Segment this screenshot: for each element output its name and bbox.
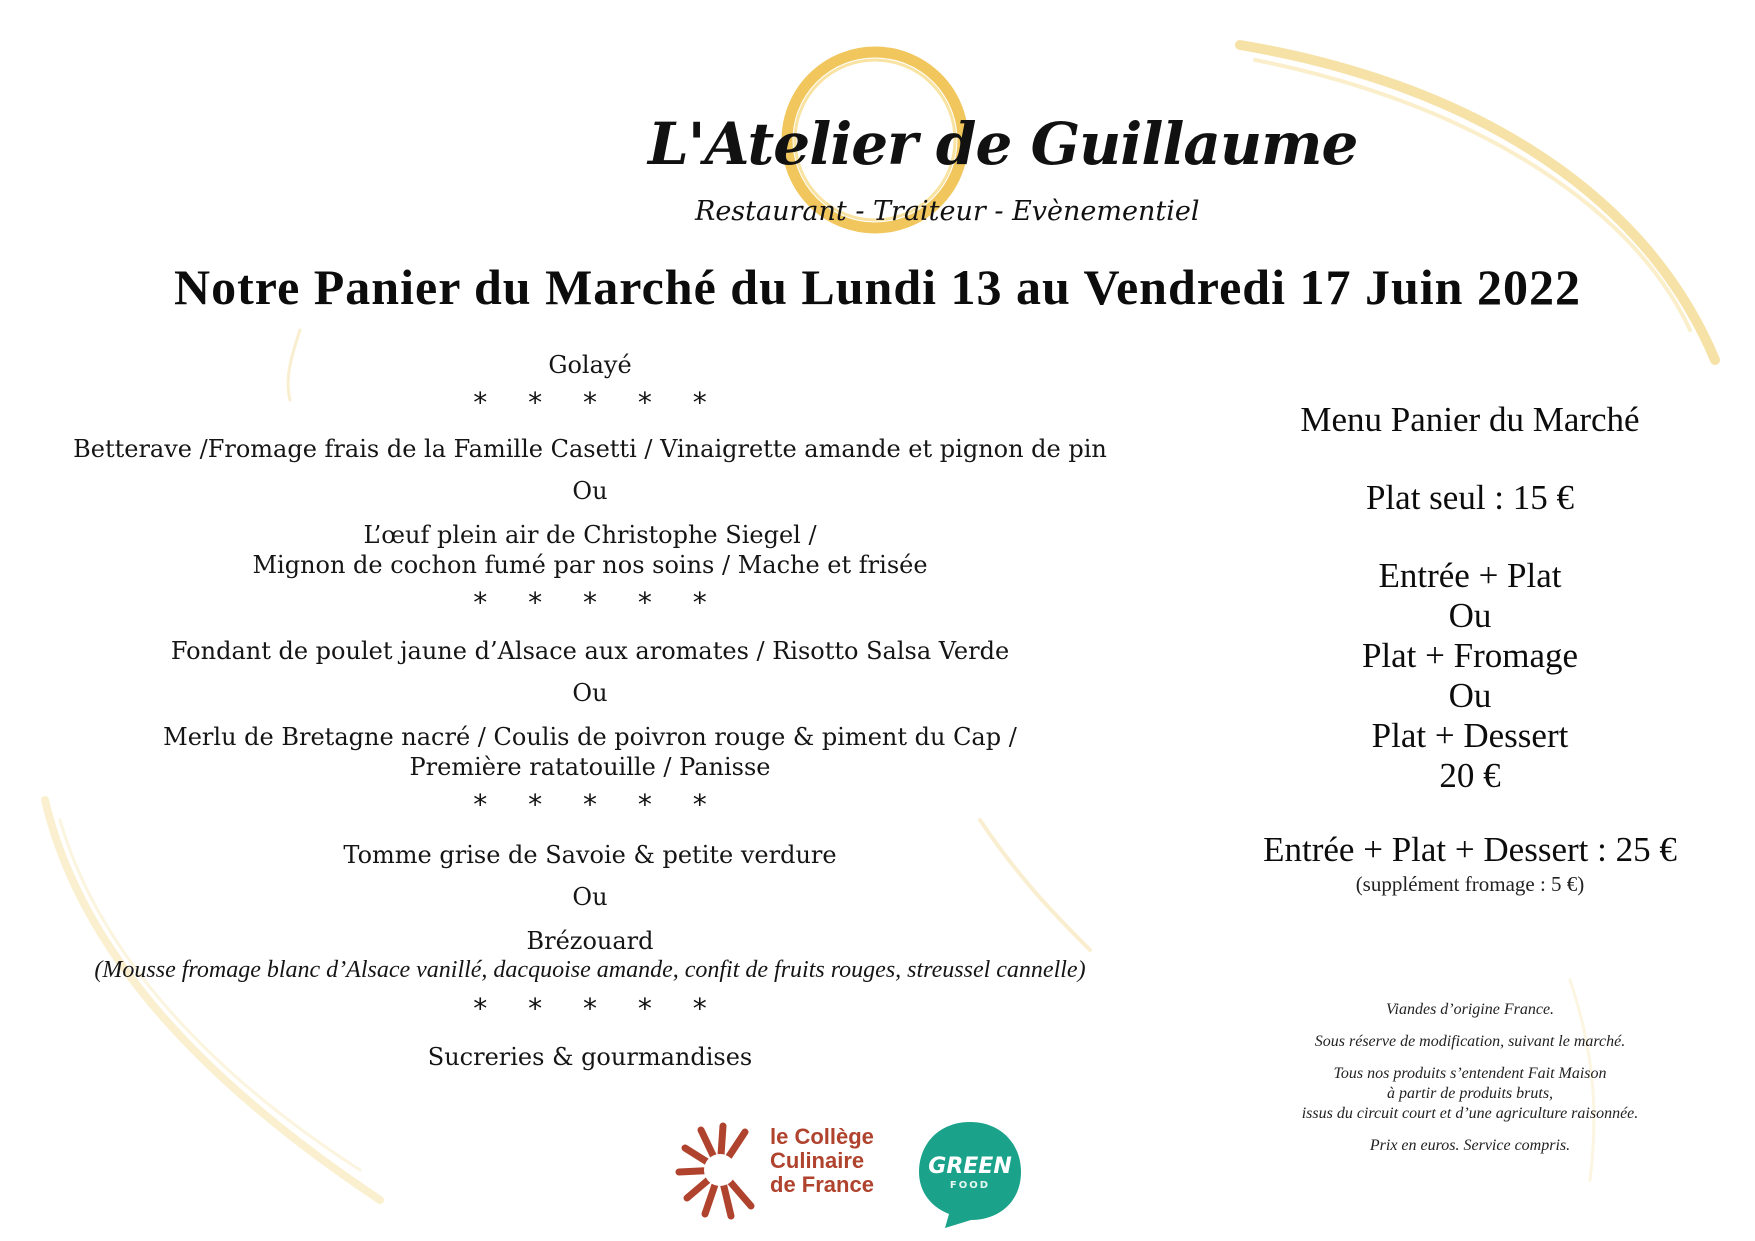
logo-wordmark: L'Atelier de Guillaume <box>648 110 1358 178</box>
cheese: Tomme grise de Savoie & petite verdure <box>343 841 837 869</box>
college-text-3: de France <box>770 1172 874 1197</box>
page-title: Notre Panier du Marché du Lundi 13 au Vendredi 17 Juin 2022 <box>174 259 1581 315</box>
or-text-2: Ou <box>572 679 608 707</box>
price-combo-3: Plat + Dessert <box>1371 716 1569 755</box>
main-1: Fondant de poulet jaune d’Alsace aux aromates / Risotto Salsa Verde <box>170 637 1010 665</box>
restaurant-logo <box>640 38 1358 243</box>
price-combo-2: Plat + Fromage <box>1361 636 1579 675</box>
green-food-logo <box>915 1118 1025 1230</box>
starter-2-line-2: Mignon de cochon fumé par nos soins / Mache et frisée <box>252 551 928 579</box>
pricing-title: Menu Panier du Marché <box>1300 400 1640 439</box>
separator-1: * * * * * <box>473 386 723 419</box>
logo-tagline: Restaurant - Traiteur - Evènementiel <box>695 196 1200 227</box>
main-2-line-2: Première ratatouille / Panisse <box>409 753 771 781</box>
main-2-line-1: Merlu de Bretagne nacré / Coulis de poivron rouge & piment du Cap / <box>163 723 1017 751</box>
separator-2: * * * * * <box>473 586 723 619</box>
pricing-panel <box>1220 400 1720 896</box>
separator-3: * * * * * <box>473 788 723 821</box>
menu-notes <box>1220 1000 1720 1156</box>
college-text-1: le Collège <box>770 1124 874 1149</box>
college-emblem-icon <box>675 1120 765 1220</box>
or-text-3: Ou <box>572 883 608 911</box>
amuse-bouche: Golayé <box>548 351 632 379</box>
dessert-description: (Mousse fromage blanc d’Alsace vanillé, dacquoise amande, confit de fruits rouges, streussel cannelle) <box>94 957 1086 983</box>
price-combo-1: Entrée + Plat <box>1378 556 1562 595</box>
green-food-text-1: GREEN <box>928 1154 1012 1179</box>
price-plat-seul: Plat seul : 15 € <box>1365 478 1575 517</box>
note-prices: Prix en euros. Service compris. <box>1369 1137 1571 1154</box>
note-homemade-2: à partir de produits bruts, <box>1386 1085 1554 1102</box>
note-origin: Viandes d’origine France. <box>1385 1001 1555 1018</box>
starter-1: Betterave /Fromage frais de la Famille Casetti / Vinaigrette amande et pignon de pin <box>73 435 1107 463</box>
price-combo-value: 20 € <box>1439 756 1501 795</box>
separator-4: * * * * * <box>473 992 723 1025</box>
note-reserve: Sous réserve de modification, suivant le marché. <box>1314 1033 1626 1050</box>
sweets: Sucreries & gourmandises <box>427 1043 753 1071</box>
green-food-text-2: FOOD <box>949 1180 991 1191</box>
menu-dishes <box>40 350 1140 1072</box>
dessert: Brézouard <box>526 927 654 955</box>
note-homemade-3: issus du circuit court et d’une agriculture raisonnée. <box>1301 1105 1639 1122</box>
or-text-1: Ou <box>572 477 608 505</box>
college-text-2: Culinaire <box>770 1148 865 1173</box>
price-full-menu: Entrée + Plat + Dessert : 25 € <box>1263 830 1677 869</box>
starter-2-line-1: L’œuf plein air de Christophe Siegel / <box>363 521 817 549</box>
price-or-1: Ou <box>1448 596 1492 635</box>
price-or-2: Ou <box>1448 676 1492 715</box>
note-homemade-1: Tous nos produits s’entendent Fait Maison <box>1333 1065 1607 1082</box>
college-culinaire-logo <box>675 1120 875 1220</box>
cheese-supplement: (supplément fromage : 5 €) <box>1355 872 1585 896</box>
